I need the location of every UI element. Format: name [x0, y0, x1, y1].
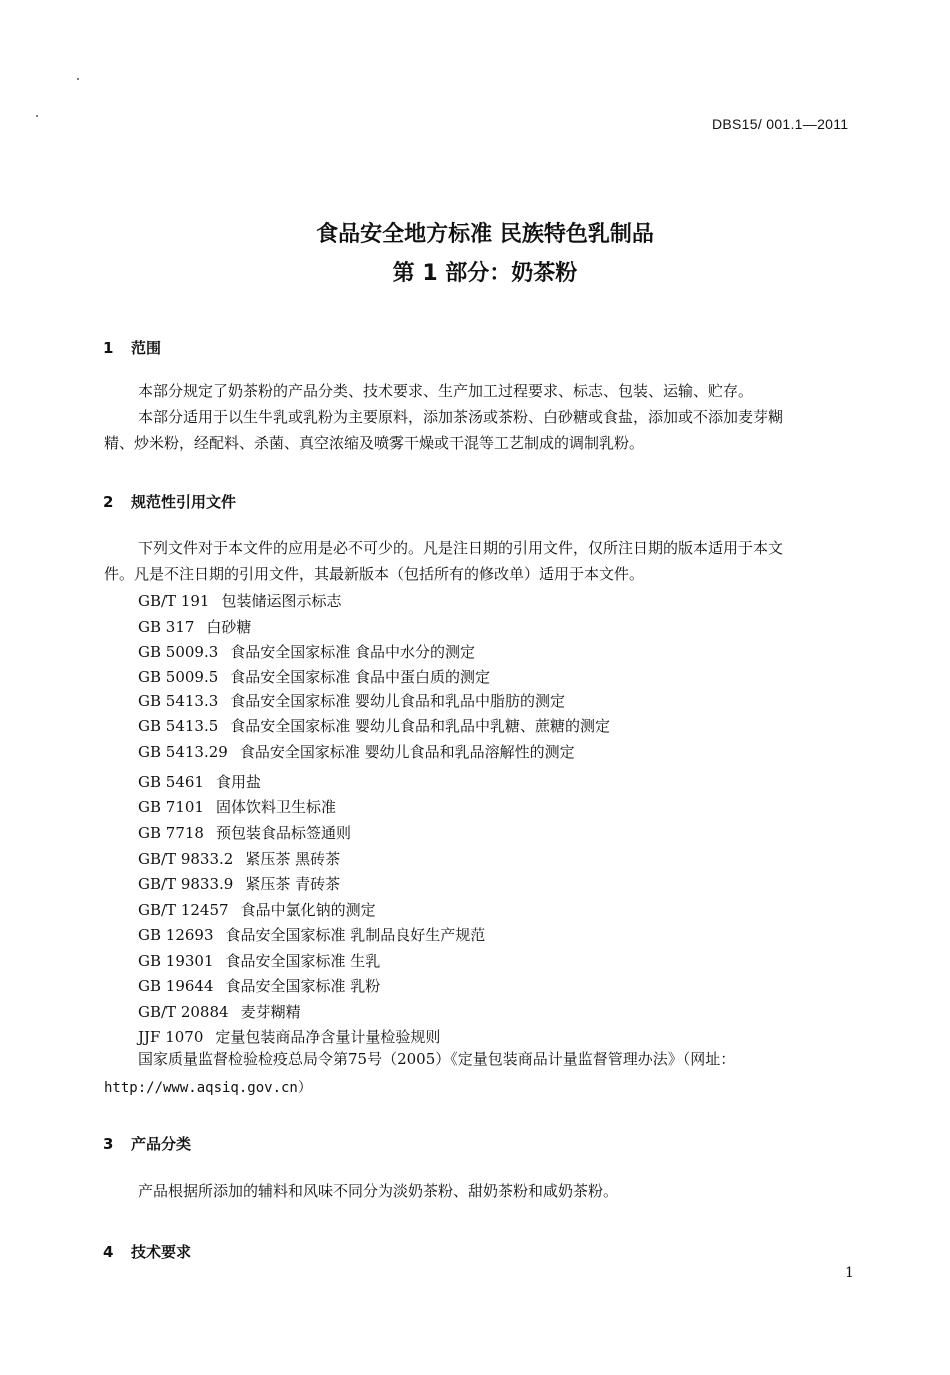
reference-code: GB/T 9833.9	[138, 875, 234, 893]
reference-name: 紧压茶 黑砖茶	[245, 850, 341, 868]
reference-name: 食品安全国家标准 生乳	[225, 952, 381, 970]
reference-name: 白砂糖	[206, 618, 252, 636]
reference-name: 食品安全国家标准 乳粉	[225, 977, 381, 995]
reference-code: GB 5009.5	[138, 668, 219, 686]
reference-item	[138, 641, 475, 662]
reference-item	[138, 924, 485, 945]
reference-name: 紧压茶 青砖茶	[245, 875, 341, 893]
reference-item	[138, 950, 380, 971]
reference-code: GB 5413.5	[138, 717, 219, 735]
reference-code: GB 12693	[138, 926, 214, 944]
scope-paragraph-2-line1: 本部分适用于以生牛乳或乳粉为主要原料，添加茶汤或茶粉、白砂糖或食盐，添加或不添加麦芽糊	[138, 408, 784, 426]
document-title-line1: 食品安全地方标准 民族特色乳制品	[316, 222, 654, 247]
reference-code: GB 5009.3	[138, 643, 219, 661]
reference-code: GB 5413.3	[138, 692, 219, 710]
reference-item	[138, 690, 565, 711]
section-heading-classification	[103, 1133, 191, 1154]
reference-code: GB 19644	[138, 977, 214, 995]
reference-code: JJF 1070	[138, 1028, 204, 1046]
reference-item	[138, 741, 575, 762]
reference-code: GB 317	[138, 618, 195, 636]
reference-item	[138, 590, 341, 611]
reference-name: 定量包装商品净含量计量检验规则	[215, 1028, 441, 1046]
reference-code: GB 7718	[138, 824, 204, 842]
section-number: 2	[103, 493, 114, 511]
scan-speck	[77, 78, 79, 80]
reference-code: GB/T 12457	[138, 901, 229, 919]
reference-name: 包装储运图示标志	[221, 592, 342, 610]
reference-item	[138, 848, 340, 869]
reference-name: 食品安全国家标准 婴幼儿食品和乳品溶解性的测定	[239, 743, 575, 761]
reference-code: GB 5413.29	[138, 743, 228, 761]
section-title: 技术要求	[131, 1243, 192, 1261]
decree-reference-url: http://www.aqsiq.gov.cn）	[104, 1080, 312, 1096]
reference-item	[138, 1026, 440, 1047]
reference-item	[138, 822, 351, 843]
section-number: 1	[103, 339, 114, 357]
reference-code: GB 5461	[138, 773, 204, 791]
reference-item	[138, 796, 336, 817]
section-title: 规范性引用文件	[131, 493, 237, 511]
section-number: 4	[103, 1243, 114, 1261]
reference-code: GB 19301	[138, 952, 214, 970]
reference-item	[138, 666, 490, 687]
section-heading-scope	[103, 337, 161, 358]
reference-item	[138, 1001, 301, 1022]
section-title: 产品分类	[131, 1135, 192, 1153]
reference-code: GB/T 20884	[138, 1003, 229, 1021]
reference-name: 食用盐	[215, 773, 261, 791]
reference-name: 食品安全国家标准 婴幼儿食品和乳品中脂肪的测定	[230, 692, 566, 710]
document-code: DBS15/ 001.1—2011	[712, 116, 849, 132]
reference-name: 食品安全国家标准 乳制品良好生产规范	[225, 926, 486, 944]
section-number: 3	[103, 1135, 114, 1153]
reference-name: 食品安全国家标准 食品中水分的测定	[230, 643, 476, 661]
reference-name: 固体饮料卫生标准	[215, 798, 336, 816]
reference-item	[138, 899, 376, 920]
reference-name: 食品安全国家标准 食品中蛋白质的测定	[230, 668, 491, 686]
reference-code: GB/T 9833.2	[138, 850, 234, 868]
reference-item	[138, 616, 251, 637]
decree-reference-line1: 国家质量监督检验检疫总局令第75号（2005）《定量包装商品计量监督管理办法》（网址：	[138, 1050, 736, 1068]
reference-item	[138, 975, 380, 996]
reference-item	[138, 715, 610, 736]
section-heading-references	[103, 491, 236, 512]
references-intro-line2: 件。凡是不注日期的引用文件，其最新版本（包括所有的修改单）适用于本文件。	[104, 565, 645, 583]
scope-paragraph-2-line2: 精、炒米粉，经配料、杀菌、真空浓缩及喷雾干燥或干混等工艺制成的调制乳粉。	[104, 434, 645, 452]
scope-paragraph-1: 本部分规定了奶茶粉的产品分类、技术要求、生产加工过程要求、标志、包装、运输、贮存。	[138, 382, 754, 400]
reference-name: 麦芽糊精	[240, 1003, 301, 1021]
reference-item	[138, 771, 261, 792]
reference-name: 食品中氯化钠的测定	[240, 901, 376, 919]
section-heading-technical-requirements	[103, 1241, 191, 1262]
page-number: 1	[845, 1265, 854, 1281]
scan-speck	[36, 115, 38, 117]
section-title: 范围	[131, 339, 162, 357]
reference-name: 食品安全国家标准 婴幼儿食品和乳品中乳糖、蔗糖的测定	[230, 717, 611, 735]
reference-item	[138, 873, 340, 894]
document-title-line2: 第 1 部分：奶茶粉	[392, 261, 578, 286]
reference-name: 预包装食品标签通则	[215, 824, 351, 842]
classification-paragraph: 产品根据所添加的辅料和风味不同分为淡奶茶粉、甜奶茶粉和咸奶茶粉。	[138, 1182, 619, 1200]
reference-code: GB 7101	[138, 798, 204, 816]
references-intro-line1: 下列文件对于本文件的应用是必不可少的。凡是注日期的引用文件，仅所注日期的版本适用于本文	[138, 539, 784, 557]
reference-code: GB/T 191	[138, 592, 210, 610]
